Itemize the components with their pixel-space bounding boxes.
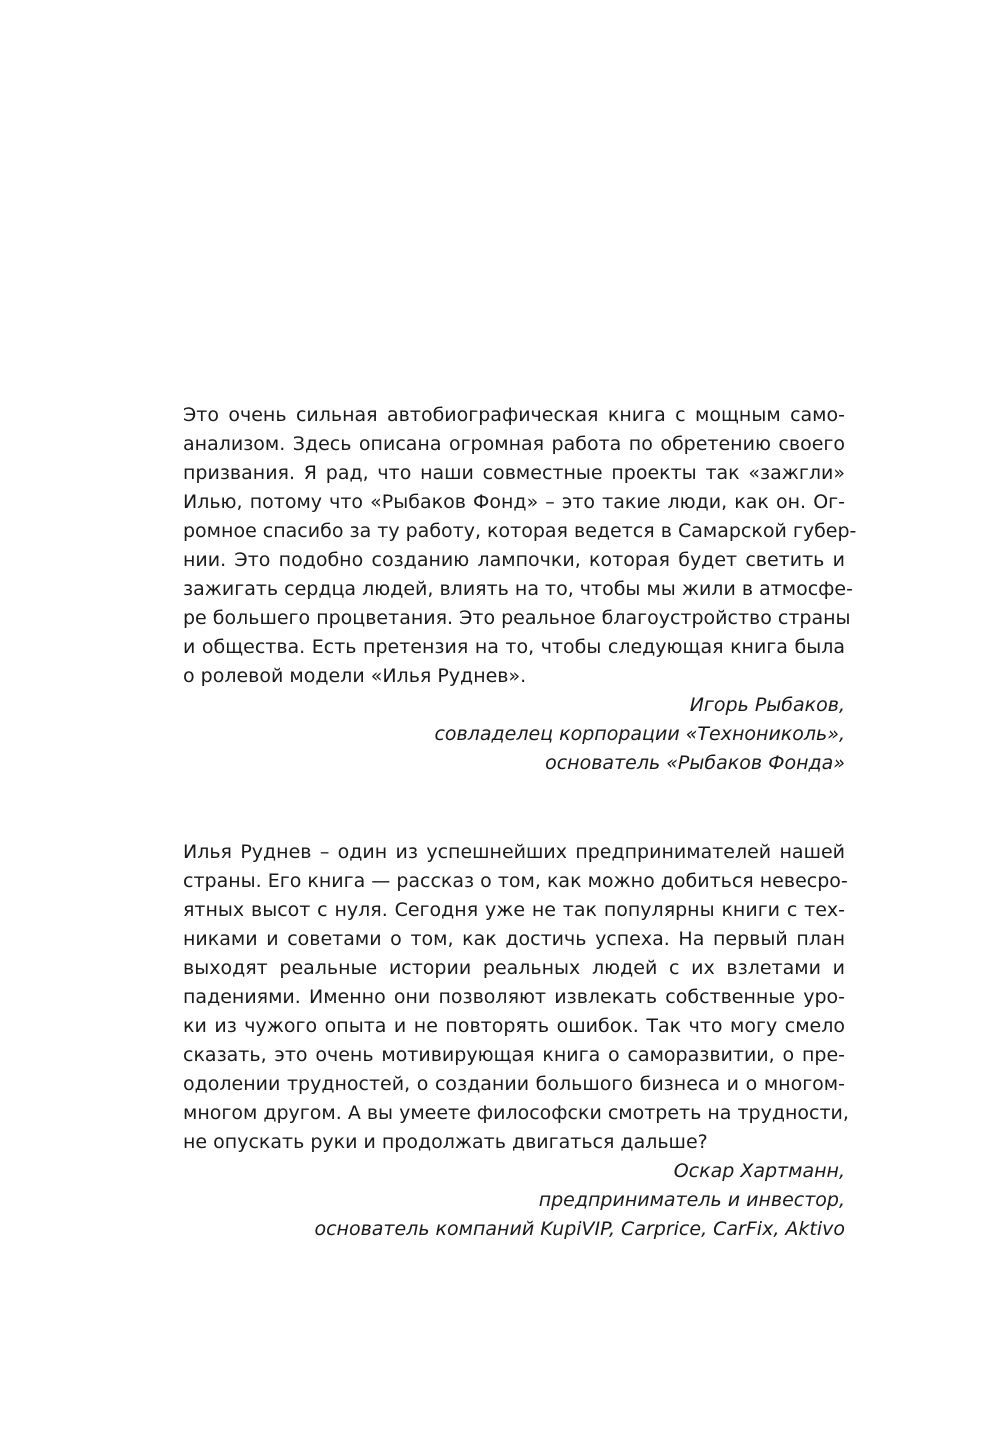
- quote-line: зажигать сердца людей, влиять на то, чтобы мы жили в атмосфе-: [183, 578, 853, 600]
- quote-text: [183, 838, 849, 1157]
- quote-line: Илью, потому что «Рыбаков Фонд» – это такие люди, как он. Ог-: [183, 491, 845, 513]
- quote-line: Это очень сильная автобиографическая книга с мощным само-: [183, 404, 845, 426]
- attribution: [183, 691, 845, 778]
- testimonial-hartmann: [183, 838, 849, 1244]
- quote-text: [183, 401, 857, 691]
- quote-line: ятных высот с нуля. Сегодня уже не так популярны книги с тех-: [183, 899, 845, 921]
- quote-line: одолении трудностей, о создании большого бизнеса и о многом-: [183, 1073, 845, 1095]
- quote-line: нии. Это подобно созданию лампочки, которая будет светить и: [183, 549, 845, 571]
- quote-line: выходят реальные истории реальных людей с их взлетами и: [183, 957, 845, 979]
- attribution: [183, 1157, 845, 1244]
- quote-line: о ролевой модели «Илья Руднев».: [183, 665, 527, 687]
- quote-line: Илья Руднев – один из успешнейших предпринимателей нашей: [183, 841, 845, 863]
- quote-line: и общества. Есть претензия на то, чтобы следующая книга была: [183, 636, 845, 658]
- quote-line: многом другом. А вы умеете философски смотреть на трудности,: [183, 1102, 849, 1124]
- quote-line: призвания. Я рад, что наши совместные проекты так «зажгли»: [183, 462, 845, 484]
- author-title: основатель компаний KupiVIP, Carprice, CarFix, Aktivo: [314, 1218, 845, 1240]
- quote-line: страны. Его книга — рассказ о том, как можно добиться невеcро-: [183, 870, 848, 892]
- quote-line: сказать, это очень мотивирующая книга о саморазвитии, о пре-: [183, 1044, 845, 1066]
- author-title: совладелец корпорации «Технониколь»,: [434, 723, 845, 745]
- quote-line: анализом. Здесь описана огромная работа по обретению своего: [183, 433, 845, 455]
- quote-line: ромное спасибо за ту работу, которая ведется в Самарской губер-: [183, 520, 857, 542]
- quote-line: не опускать руки и продолжать двигаться дальше?: [183, 1131, 708, 1153]
- author-title: предприниматель и инвестор,: [538, 1189, 845, 1211]
- quote-line: ре большего процветания. Это реальное благоустройство страны: [183, 607, 851, 629]
- quote-line: ки из чужого опыта и не повторять ошибок. Так что могу смело: [183, 1015, 845, 1037]
- quote-line: падениями. Именно они позволяют извлекать собственные уро-: [183, 986, 845, 1008]
- testimonial-rybakov: [183, 401, 857, 778]
- author-title: основатель «Рыбаков Фонда»: [545, 752, 845, 774]
- quote-line: никами и советами о том, как достичь успеха. На первый план: [183, 928, 845, 950]
- author-name: Оскар Хартманн,: [673, 1160, 845, 1182]
- author-name: Игорь Рыбаков,: [689, 694, 845, 716]
